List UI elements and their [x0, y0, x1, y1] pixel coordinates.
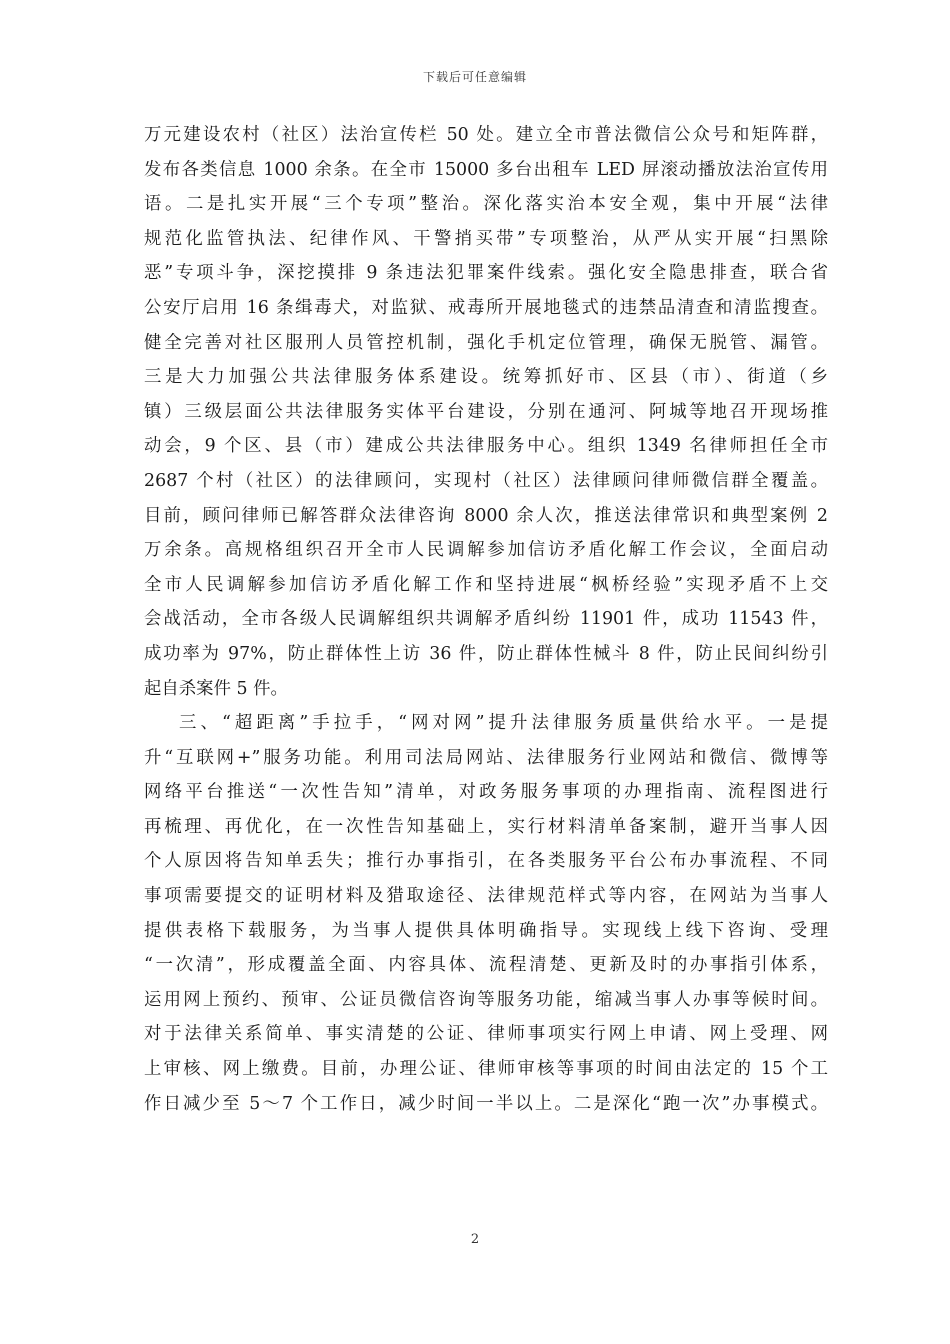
text-line: 镇）三级层面公共法律服务实体平台建设，分别在通河、阿城等地召开现场推: [144, 401, 828, 422]
paragraph-2: [144, 706, 828, 1121]
text-line: “一次清”，形成覆盖全面、内容具体、流程清楚、更新及时的办事指引体系，: [144, 955, 828, 976]
page-header: 下载后可任意编辑: [422, 70, 527, 84]
text-line: 目前，顾问律师已解答群众法律咨询 8000 余人次，推送法律常识和典型案例 2: [144, 505, 828, 526]
text-line: 对于法律关系简单、事实清楚的公证、律师事项实行网上申请、网上受理、网: [144, 1024, 828, 1045]
text-line: 运用网上预约、预审、公证员微信咨询等服务功能，缩减当事人办事等候时间。: [144, 989, 828, 1010]
paragraph-1: [144, 118, 828, 706]
text-line: 规范化监管执法、纪律作风、干警捎买带”专项整治，从严从实开展“扫黑除: [144, 228, 828, 249]
text-line: 发布各类信息 1000 余条。在全市 15000 多台出租车 LED 屏滚动播放法治宣传用: [144, 159, 828, 180]
text-line: 全市人民调解参加信访矛盾化解工作和坚持进展“枫桥经验”实现矛盾不上交: [144, 574, 828, 595]
text-line: 健全完善对社区服刑人员管控机制，强化手机定位管理，确保无脱管、漏管。: [144, 332, 828, 353]
text-line: 作日减少至 5～7 个工作日，减少时间一半以上。二是深化“跑一次”办事模式。: [144, 1093, 828, 1114]
text-line: 三是大力加强公共法律服务体系建设。统筹抓好市、区县（市）、街道（乡: [144, 367, 828, 388]
text-line: 三、“超距离”手拉手，“网对网”提升法律服务质量供给水平。一是提: [179, 713, 828, 734]
text-line: 会战活动，全市各级人民调解组织共调解矛盾纠纷 11901 件，成功 11543 件，: [144, 609, 828, 630]
text-line: 动会，9 个区、县（市）建成公共法律服务中心。组织 1349 名律师担任全市: [144, 436, 828, 457]
text-line: 升“互联网+”服务功能。利用司法局网站、法律服务行业网站和微信、微博等: [144, 747, 828, 768]
text-line: 成功率为 97%，防止群体性上访 36 件，防止群体性械斗 8 件，防止民间纠纷引: [144, 643, 828, 664]
text-line: 万余条。高规格组织召开全市人民调解参加信访矛盾化解工作会议，全面启动: [144, 540, 828, 561]
page-number: 2: [470, 1232, 480, 1247]
text-line: 事项需要提交的证明材料及猎取途径、法律规范样式等内容，在网站为当事人: [144, 886, 828, 907]
text-line: 再梳理、再优化，在一次性告知基础上，实行材料清单备案制，避开当事人因: [144, 816, 828, 837]
text-line: 网络平台推送“一次性告知”清单，对政务服务事项的办理指南、流程图进行: [144, 782, 828, 803]
text-line: 起自杀案件 5 件。: [144, 678, 288, 699]
text-line: 语。二是扎实开展“三个专项”整治。深化落实治本安全观，集中开展“法律: [144, 194, 828, 215]
text-line: 公安厅启用 16 条缉毒犬，对监狱、戒毒所开展地毯式的违禁品清查和清监搜查。: [144, 297, 828, 318]
text-line: 万元建设农村（社区）法治宣传栏 50 处。建立全市普法微信公众号和矩阵群，: [144, 125, 828, 145]
text-line: 恶”专项斗争，深挖摸排 9 条违法犯罪案件线索。强化安全隐患排查，联合省: [144, 263, 828, 284]
text-line: 提供表格下载服务，为当事人提供具体明确指导。实现线上线下咨询、受理: [144, 920, 828, 941]
document-body: [144, 118, 828, 1121]
text-line: 上审核、网上缴费。目前，办理公证、律师审核等事项的时间由法定的 15 个工: [144, 1059, 828, 1080]
text-line: 个人原因将告知单丢失；推行办事指引，在各类服务平台公布办事流程、不同: [144, 851, 828, 872]
text-line: 2687 个村（社区）的法律顾问，实现村（社区）法律顾问律师微信群全覆盖。: [144, 470, 828, 491]
